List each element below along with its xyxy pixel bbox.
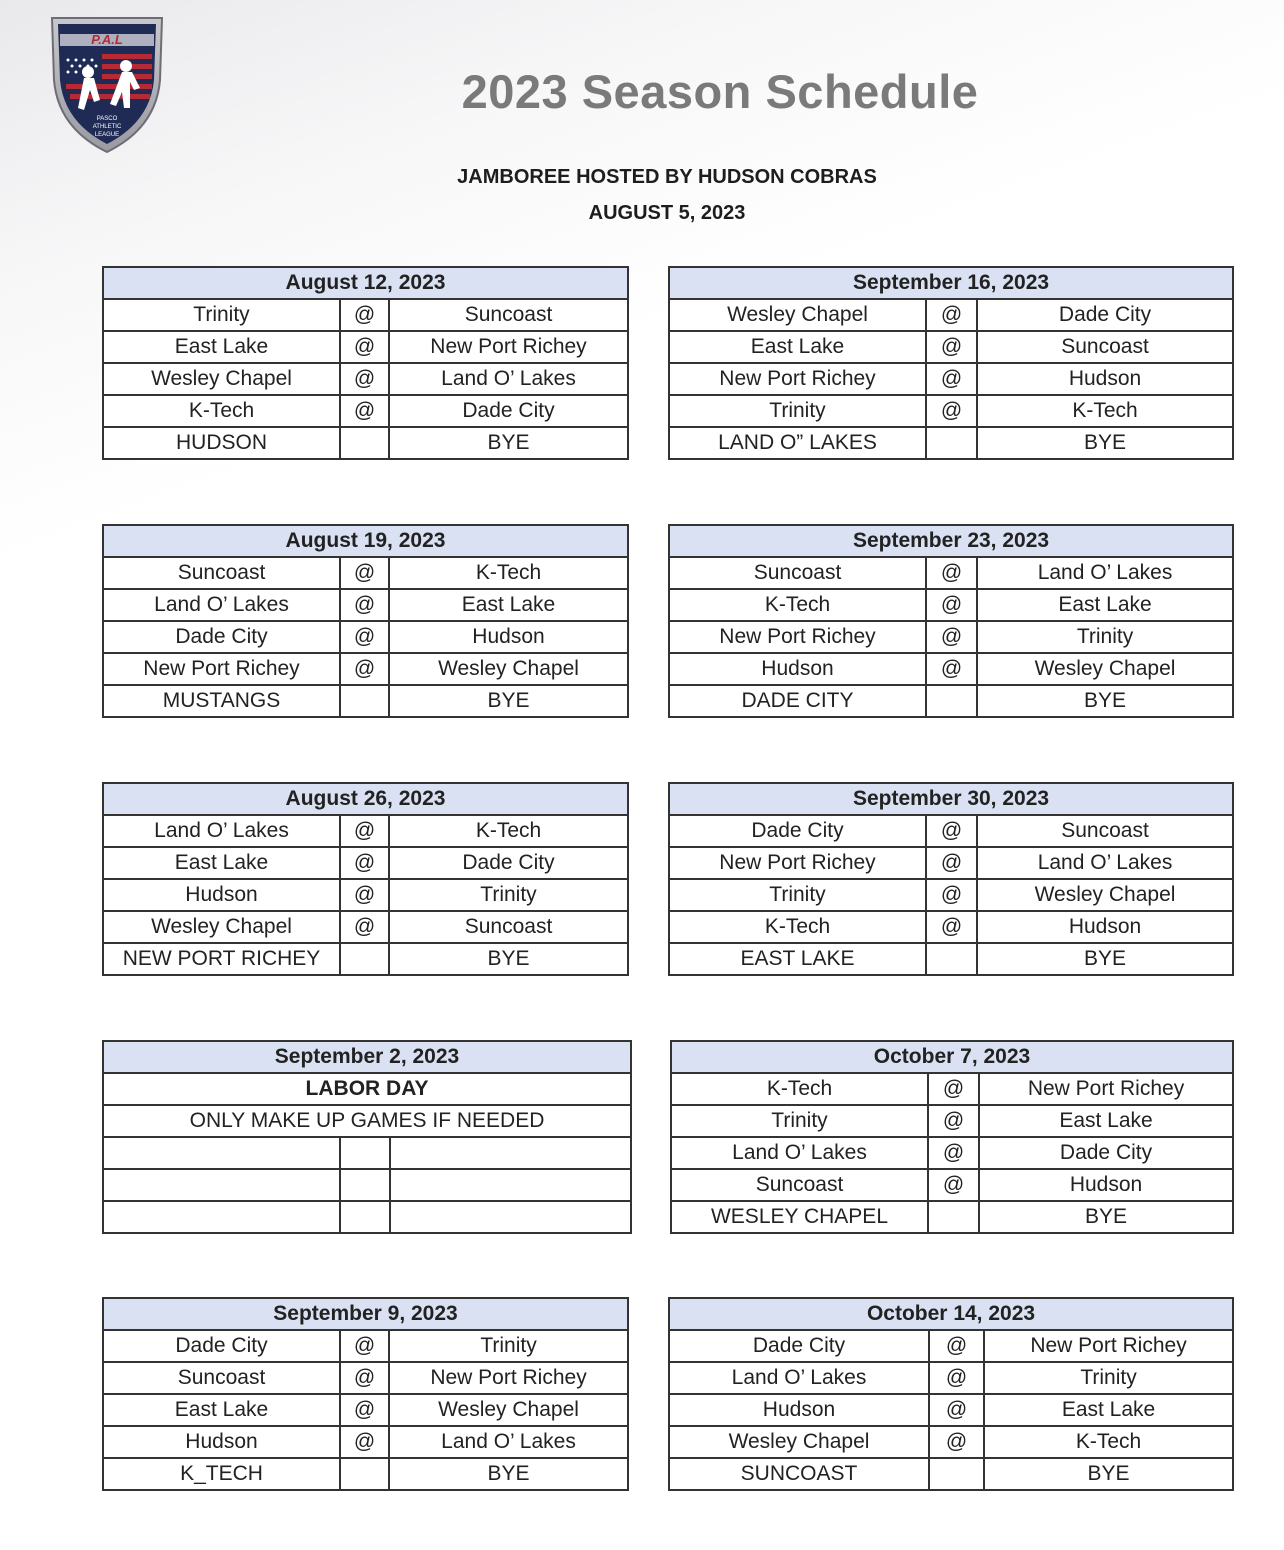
away-team: New Port Richey (389, 1362, 628, 1394)
away-team: East Lake (977, 589, 1233, 621)
home-team: East Lake (103, 847, 340, 879)
away-team: K-Tech (984, 1426, 1233, 1458)
at-symbol: @ (926, 815, 977, 847)
home-team: K-Tech (669, 589, 926, 621)
game-row (671, 1105, 1233, 1137)
empty-cell (340, 1169, 390, 1201)
away-team: BYE (984, 1458, 1233, 1490)
game-row (669, 685, 1233, 717)
home-team: Wesley Chapel (669, 1426, 929, 1458)
at-symbol: @ (926, 621, 977, 653)
home-team: East Lake (103, 1394, 340, 1426)
game-row (103, 363, 628, 395)
home-team: EAST LAKE (669, 943, 926, 975)
svg-text:ATHLETIC: ATHLETIC (92, 124, 122, 130)
at-symbol: @ (340, 363, 389, 395)
at-symbol: @ (928, 1137, 979, 1169)
away-team: Land O’ Lakes (977, 847, 1233, 879)
game-row (103, 589, 628, 621)
at-symbol (340, 685, 389, 717)
away-team: Hudson (977, 911, 1233, 943)
game-row (103, 395, 628, 427)
at-symbol: @ (928, 1105, 979, 1137)
away-team: Suncoast (389, 911, 628, 943)
game-row (669, 589, 1233, 621)
game-row (103, 1458, 628, 1490)
empty-cell (103, 1137, 340, 1169)
at-symbol (340, 943, 389, 975)
week-date: August 26, 2023 (103, 783, 628, 815)
away-team: Suncoast (977, 331, 1233, 363)
game-row (103, 943, 628, 975)
at-symbol: @ (926, 299, 977, 331)
at-symbol: @ (929, 1426, 984, 1458)
away-team: Trinity (389, 1330, 628, 1362)
away-team: BYE (389, 943, 628, 975)
home-team: New Port Richey (669, 621, 926, 653)
week-table-sep2 (102, 1040, 632, 1234)
home-team: Suncoast (103, 1362, 340, 1394)
at-symbol: @ (929, 1362, 984, 1394)
away-team: BYE (977, 427, 1233, 459)
week-table-oct7 (670, 1040, 1234, 1234)
away-team: Suncoast (977, 815, 1233, 847)
empty-cell (340, 1201, 390, 1233)
holiday-label: LABOR DAY (103, 1073, 631, 1105)
away-team: Hudson (389, 621, 628, 653)
week-table-sep30 (668, 782, 1234, 976)
home-team: Hudson (103, 879, 340, 911)
week-date: September 9, 2023 (103, 1298, 628, 1330)
game-row (669, 299, 1233, 331)
home-team: Hudson (669, 653, 926, 685)
game-row (103, 557, 628, 589)
svg-text:P.A.L: P.A.L (91, 32, 123, 47)
home-team: WESLEY CHAPEL (671, 1201, 928, 1233)
week-date: October 14, 2023 (669, 1298, 1233, 1330)
away-team: K-Tech (389, 815, 628, 847)
at-symbol: @ (340, 911, 389, 943)
game-row (669, 1394, 1233, 1426)
at-symbol (926, 943, 977, 975)
home-team: Land O’ Lakes (669, 1362, 929, 1394)
away-team: East Lake (984, 1394, 1233, 1426)
game-row (103, 685, 628, 717)
home-team: New Port Richey (669, 847, 926, 879)
away-team: Wesley Chapel (977, 879, 1233, 911)
week-table-oct14 (668, 1297, 1234, 1491)
at-symbol: @ (926, 847, 977, 879)
game-row (103, 879, 628, 911)
game-row (669, 395, 1233, 427)
home-team: DADE CITY (669, 685, 926, 717)
at-symbol: @ (340, 589, 389, 621)
home-team: Land O’ Lakes (103, 815, 340, 847)
game-row (669, 621, 1233, 653)
away-team: Hudson (979, 1169, 1233, 1201)
away-team: Wesley Chapel (389, 653, 628, 685)
home-team: Trinity (669, 879, 926, 911)
at-symbol: @ (340, 557, 389, 589)
empty-cell (103, 1169, 340, 1201)
pal-shield-logo-icon (44, 10, 170, 156)
week-date: September 23, 2023 (669, 525, 1233, 557)
holiday-note: ONLY MAKE UP GAMES IF NEEDED (103, 1105, 631, 1137)
home-team: Hudson (669, 1394, 929, 1426)
game-row (669, 1330, 1233, 1362)
home-team: New Port Richey (103, 653, 340, 685)
away-team: BYE (389, 685, 628, 717)
game-row (669, 911, 1233, 943)
game-row (103, 1394, 628, 1426)
game-row (669, 557, 1233, 589)
at-symbol (928, 1201, 979, 1233)
game-row (669, 879, 1233, 911)
away-team: Trinity (977, 621, 1233, 653)
game-row (103, 653, 628, 685)
at-symbol: @ (340, 331, 389, 363)
week-date: September 2, 2023 (103, 1041, 631, 1073)
at-symbol: @ (929, 1394, 984, 1426)
week-date: October 7, 2023 (671, 1041, 1233, 1073)
game-row (103, 847, 628, 879)
away-team: Dade City (389, 395, 628, 427)
game-row (669, 653, 1233, 685)
game-row (669, 1362, 1233, 1394)
at-symbol (340, 1458, 389, 1490)
away-team: K-Tech (977, 395, 1233, 427)
away-team: BYE (977, 943, 1233, 975)
week-date: September 30, 2023 (669, 783, 1233, 815)
at-symbol: @ (340, 299, 389, 331)
at-symbol (926, 427, 977, 459)
away-team: Dade City (389, 847, 628, 879)
home-team: K-Tech (669, 911, 926, 943)
empty-cell (103, 1201, 340, 1233)
home-team: SUNCOAST (669, 1458, 929, 1490)
svg-text:PASCO: PASCO (96, 116, 118, 122)
away-team: New Port Richey (389, 331, 628, 363)
at-symbol: @ (926, 395, 977, 427)
at-symbol: @ (340, 815, 389, 847)
away-team: BYE (977, 685, 1233, 717)
game-row (103, 1362, 628, 1394)
game-row (103, 331, 628, 363)
away-team: BYE (979, 1201, 1233, 1233)
away-team: Trinity (389, 879, 628, 911)
at-symbol: @ (340, 395, 389, 427)
week-table-aug12 (102, 266, 629, 460)
at-symbol: @ (340, 1362, 389, 1394)
at-symbol (340, 427, 389, 459)
away-team: K-Tech (389, 557, 628, 589)
away-team: BYE (389, 1458, 628, 1490)
home-team: K_TECH (103, 1458, 340, 1490)
away-team: Wesley Chapel (389, 1394, 628, 1426)
game-row (669, 363, 1233, 395)
home-team: K-Tech (103, 395, 340, 427)
home-team: LAND O” LAKES (669, 427, 926, 459)
away-team: Land O’ Lakes (389, 363, 628, 395)
game-row (669, 847, 1233, 879)
game-row (669, 943, 1233, 975)
empty-cell (390, 1201, 631, 1233)
home-team: East Lake (103, 331, 340, 363)
away-team: East Lake (389, 589, 628, 621)
week-date: September 16, 2023 (669, 267, 1233, 299)
game-row (103, 299, 628, 331)
at-symbol: @ (340, 621, 389, 653)
at-symbol: @ (928, 1073, 979, 1105)
empty-cell (390, 1137, 631, 1169)
week-table-aug26 (102, 782, 629, 976)
away-team: Trinity (984, 1362, 1233, 1394)
home-team: New Port Richey (669, 363, 926, 395)
week-date: August 12, 2023 (103, 267, 628, 299)
at-symbol: @ (340, 1394, 389, 1426)
empty-cell (390, 1169, 631, 1201)
home-team: Suncoast (671, 1169, 928, 1201)
at-symbol: @ (926, 363, 977, 395)
home-team: Suncoast (103, 557, 340, 589)
at-symbol: @ (928, 1169, 979, 1201)
game-row (669, 427, 1233, 459)
away-team: Land O’ Lakes (977, 557, 1233, 589)
at-symbol: @ (926, 331, 977, 363)
away-team: East Lake (979, 1105, 1233, 1137)
away-team: Suncoast (389, 299, 628, 331)
home-team: Dade City (669, 1330, 929, 1362)
home-team: MUSTANGS (103, 685, 340, 717)
home-team: Land O’ Lakes (671, 1137, 928, 1169)
at-symbol: @ (340, 653, 389, 685)
home-team: East Lake (669, 331, 926, 363)
away-team: Dade City (979, 1137, 1233, 1169)
home-team: Dade City (669, 815, 926, 847)
at-symbol (926, 685, 977, 717)
svg-text:LEAGUE: LEAGUE (94, 132, 120, 138)
home-team: Wesley Chapel (103, 911, 340, 943)
at-symbol (929, 1458, 984, 1490)
jamboree-host: JAMBOREE HOSTED BY HUDSON COBRAS (457, 166, 877, 188)
away-team: Wesley Chapel (977, 653, 1233, 685)
week-table-aug19 (102, 524, 629, 718)
home-team: Wesley Chapel (669, 299, 926, 331)
home-team: Wesley Chapel (103, 363, 340, 395)
home-team: Hudson (103, 1426, 340, 1458)
at-symbol: @ (926, 589, 977, 621)
at-symbol: @ (926, 653, 977, 685)
away-team: Dade City (977, 299, 1233, 331)
home-team: K-Tech (671, 1073, 928, 1105)
away-team: Hudson (977, 363, 1233, 395)
home-team: Suncoast (669, 557, 926, 589)
home-team: Trinity (103, 299, 340, 331)
game-row (671, 1201, 1233, 1233)
page-title: 2023 Season Schedule (461, 65, 979, 118)
game-row (103, 911, 628, 943)
at-symbol: @ (929, 1330, 984, 1362)
at-symbol: @ (926, 911, 977, 943)
away-team: New Port Richey (984, 1330, 1233, 1362)
game-row (669, 815, 1233, 847)
game-row (103, 427, 628, 459)
away-team: New Port Richey (979, 1073, 1233, 1105)
at-symbol: @ (926, 557, 977, 589)
game-row (669, 1426, 1233, 1458)
week-date: August 19, 2023 (103, 525, 628, 557)
game-row (671, 1073, 1233, 1105)
game-row (669, 1458, 1233, 1490)
at-symbol: @ (340, 1426, 389, 1458)
game-row (103, 1426, 628, 1458)
at-symbol: @ (340, 879, 389, 911)
home-team: Dade City (103, 621, 340, 653)
home-team: Land O’ Lakes (103, 589, 340, 621)
game-row (103, 1330, 628, 1362)
home-team: HUDSON (103, 427, 340, 459)
home-team: Dade City (103, 1330, 340, 1362)
game-row (103, 815, 628, 847)
away-team: BYE (389, 427, 628, 459)
week-table-sep23 (668, 524, 1234, 718)
jamboree-date: AUGUST 5, 2023 (588, 202, 746, 224)
game-row (671, 1169, 1233, 1201)
empty-cell (340, 1137, 390, 1169)
game-row (671, 1137, 1233, 1169)
game-row (103, 621, 628, 653)
at-symbol: @ (340, 1330, 389, 1362)
home-team: NEW PORT RICHEY (103, 943, 340, 975)
week-table-sep9 (102, 1297, 629, 1491)
at-symbol: @ (926, 879, 977, 911)
away-team: Land O’ Lakes (389, 1426, 628, 1458)
home-team: Trinity (669, 395, 926, 427)
week-table-sep16 (668, 266, 1234, 460)
at-symbol: @ (340, 847, 389, 879)
game-row (669, 331, 1233, 363)
home-team: Trinity (671, 1105, 928, 1137)
